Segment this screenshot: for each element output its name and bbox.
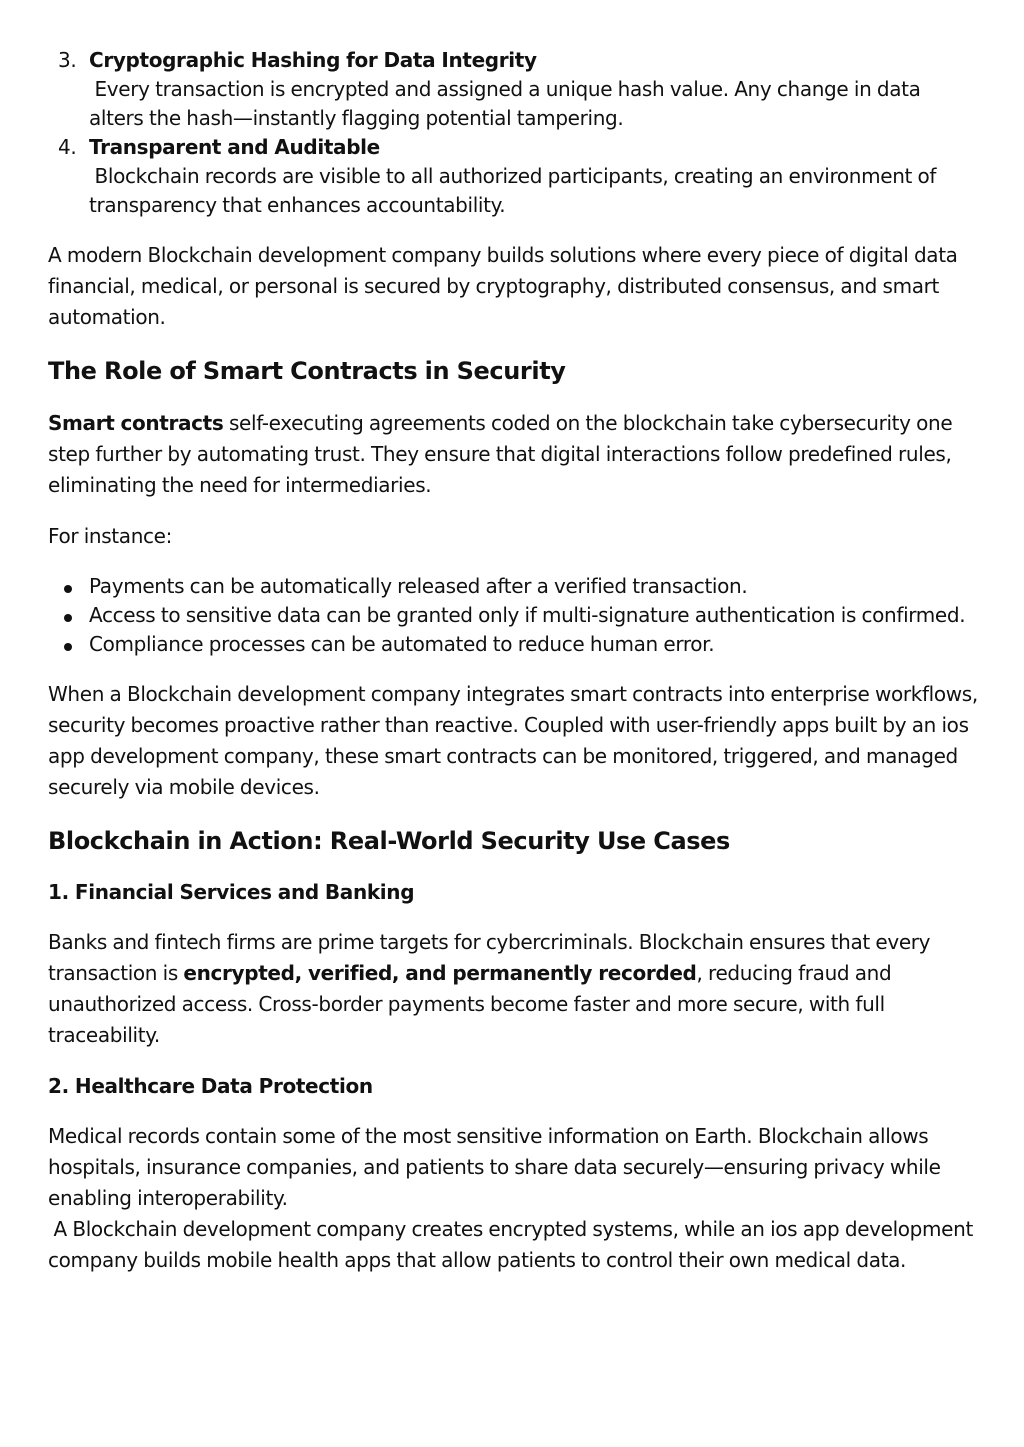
section-heading-smart-contracts: The Role of Smart Contracts in Security — [48, 357, 566, 385]
financial-emphasis: encrypted, verified, and permanently recorded — [183, 961, 697, 985]
intro-paragraph: A modern Blockchain development company builds solutions where every piece of digital data financial, medical, or personal is secured by cryptography, distributed consensus, and smart automation. — [48, 243, 958, 329]
financial-services-paragraph: Banks and fintech firms are prime targets for cybercriminals. Blockchain ensures that every transaction is encrypted, verified, and permanently recorded, reducing fraud and unauthorized access. Cross-border payments become faster and more secure, with full traceability. — [48, 930, 931, 1047]
healthcare-paragraph: Medical records contain some of the most sensitive information on Earth. Blockchain allows hospitals, insurance companies, and patients to share data securely—ensuring privacy while enabling interoperability. A Blockchain development company creates encrypted systems, while an ios app development company builds mobile health apps that allow patients to control their own medical data. — [48, 1124, 973, 1272]
bullet-list — [48, 572, 978, 659]
subheading-financial-services: 1. Financial Services and Banking — [48, 880, 415, 904]
bullet-dot-icon — [64, 643, 72, 651]
smart-contracts-closing: When a Blockchain development company integrates smart contracts into enterprise workflows, security becomes proactive rather than reactive. Coupled with user-friendly apps built by an ios app development company, these smart contracts can be monitored, triggered, and managed securely via mobile devices. — [48, 682, 978, 799]
numbered-list — [48, 46, 978, 220]
bullet-item: Access to sensitive data can be granted only if multi-signature authentication is confirmed. — [48, 601, 978, 630]
document-page — [48, 46, 978, 1276]
list-item-description: Blockchain records are visible to all authorized participants, creating an environment of transparency that enhances accountability. — [89, 164, 937, 217]
list-item-number: 3. — [58, 48, 77, 72]
section-heading-use-cases: Blockchain in Action: Real-World Security Use Cases — [48, 827, 730, 855]
list-item-description: Every transaction is encrypted and assigned a unique hash value. Any change in data alters the hash—instantly flagging potential tampering. — [89, 77, 921, 130]
bullet-item: Compliance processes can be automated to reduce human error. — [48, 630, 978, 659]
list-item-title: Cryptographic Hashing for Data Integrity — [89, 48, 537, 72]
smart-contracts-term: Smart contracts — [48, 411, 224, 435]
list-item-number: 4. — [58, 135, 77, 159]
list-item-title: Transparent and Auditable — [89, 135, 380, 159]
bullet-dot-icon — [64, 614, 72, 622]
instance-label: For instance: — [48, 524, 173, 548]
bullet-item: Payments can be automatically released after a verified transaction. — [48, 572, 978, 601]
list-item — [48, 133, 978, 220]
subheading-healthcare: 2. Healthcare Data Protection — [48, 1074, 373, 1098]
smart-contracts-intro: Smart contracts self-executing agreements coded on the blockchain take cybersecurity one step further by automating trust. They ensure that digital interactions follow predefined rules, eliminating the need for intermediaries. — [48, 411, 953, 497]
bullet-dot-icon — [64, 585, 72, 593]
list-item — [48, 46, 978, 133]
